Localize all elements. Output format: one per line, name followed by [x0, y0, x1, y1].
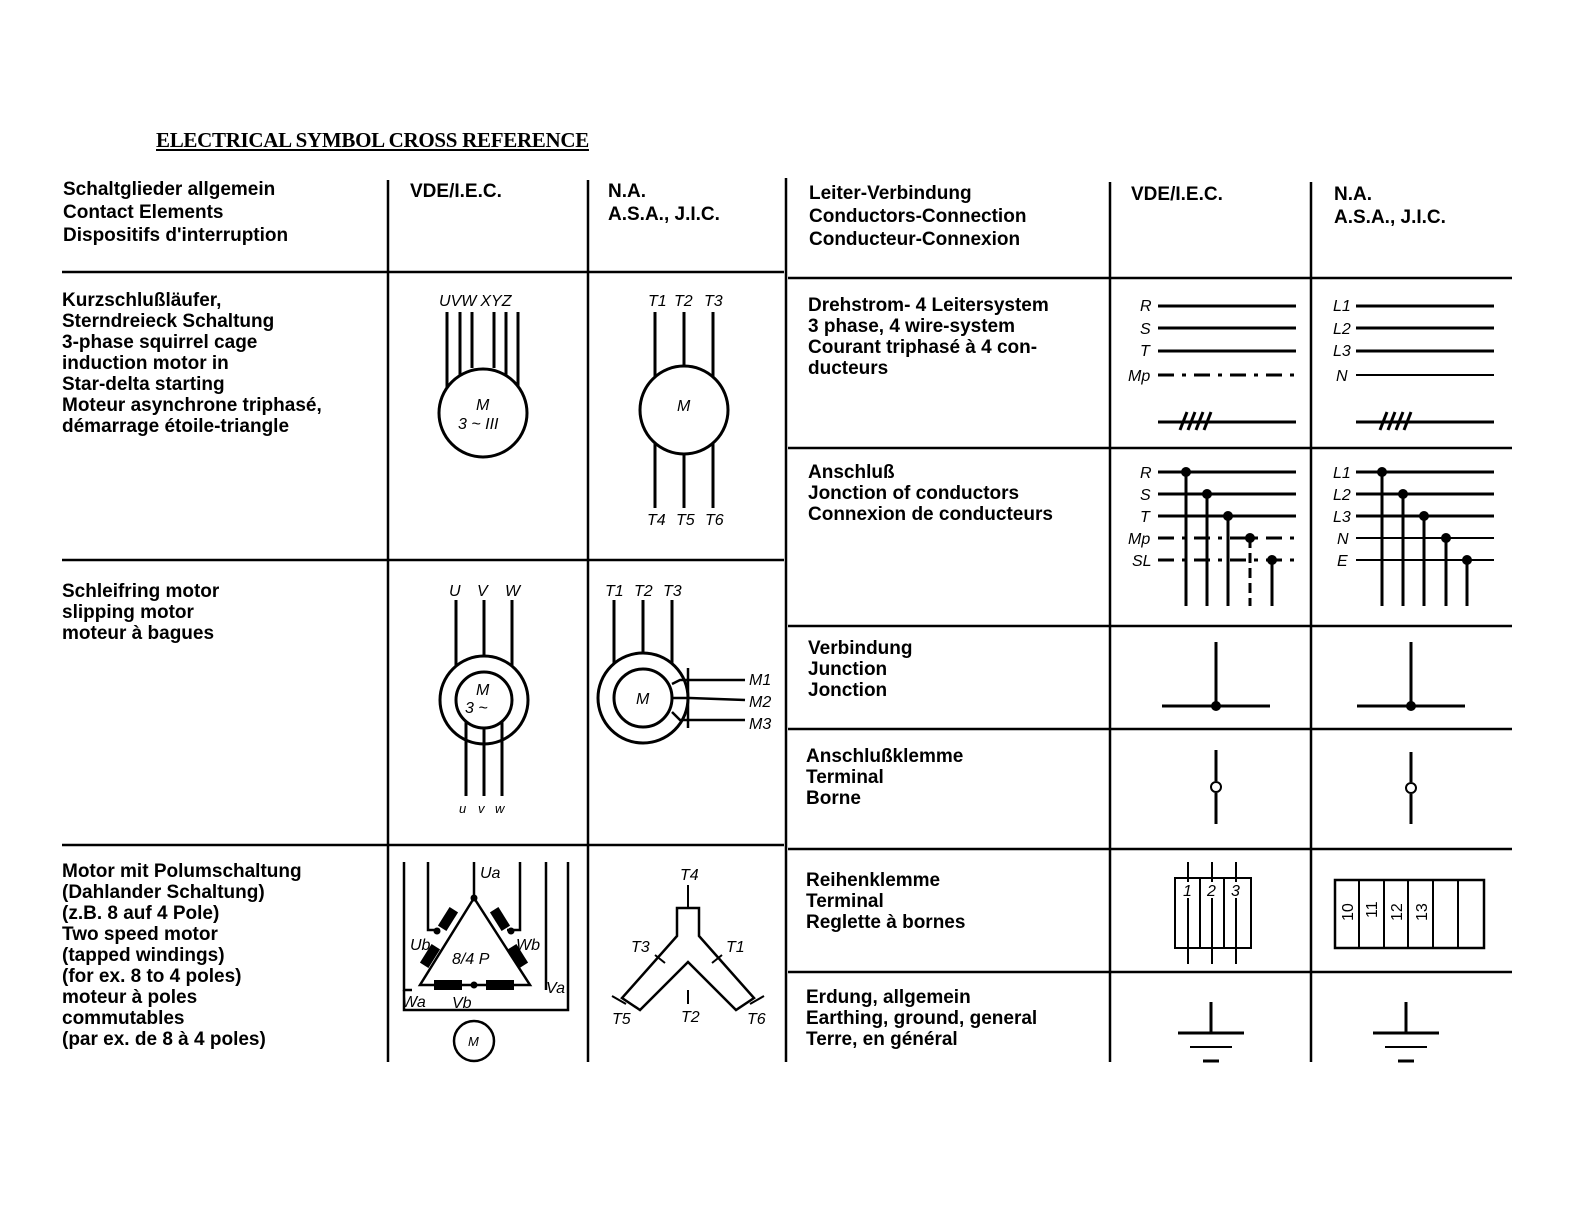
table-grid — [62, 178, 1512, 1062]
right-row2-text: Anschluß Jonction of conductors Connexion de conducteurs — [808, 462, 1053, 525]
na-slip-terminal-t3: T3 — [663, 583, 682, 600]
vde-slip-rotor-u: u — [459, 801, 467, 816]
vde-t-junction-symbol — [1162, 642, 1270, 711]
right-header-na: N.A. A.S.A., J.I.C. — [1334, 184, 1446, 228]
right-row1-text: Drehstrom- 4 Leitersystem 3 phase, 4 wire-system Courant triphasé à 4 con- ducteurs — [808, 295, 1049, 379]
na-slip-rotor-m1: M1 — [749, 672, 772, 689]
vde-strip-terminal-2: 2 — [1207, 883, 1216, 900]
na-junction-l1: L1 — [1333, 465, 1351, 482]
vde-terminal-w: W — [461, 293, 477, 310]
vde-terminal-x: X — [480, 293, 492, 310]
vde-dahlander-va: Va — [546, 980, 565, 997]
na-strip-terminal-10: 10 — [1340, 903, 1357, 921]
na-junction-l3: L3 — [1333, 509, 1351, 526]
na-junction-e: E — [1337, 553, 1348, 570]
na-tapped-t1: T1 — [726, 939, 745, 956]
na-terminal-symbol — [1406, 752, 1416, 824]
left-header-na: N.A. A.S.A., J.I.C. — [608, 181, 720, 225]
na-slip-terminal-t1: T1 — [605, 583, 624, 600]
left-row3-text: Motor mit Polumschaltung (Dahlander Schaltung) (z.B. 8 auf 4 Pole) Two speed motor (tapped windings) (for ex. 8 to 4 poles) moteur à poles commutables (par ex. de 8 à 4 poles) — [62, 861, 302, 1050]
vde-dahlander-wa: Wa — [402, 994, 426, 1011]
vde-four-wire-symbol — [1128, 298, 1296, 430]
vde-four-wire-t: T — [1140, 343, 1150, 360]
left-row2-text: Schleifring motor slipping motor moteur à bagues — [62, 581, 220, 644]
vde-dahlander-poles: 8/4 P — [452, 951, 490, 968]
vde-strip-terminal-1: 1 — [1183, 883, 1192, 900]
na-ground-symbol — [1373, 1002, 1439, 1061]
right-row4-text: Anschlußklemme Terminal Borne — [806, 746, 964, 809]
vde-four-wire-mp: Mp — [1128, 368, 1151, 385]
vde-ground-symbol — [1178, 1002, 1244, 1061]
vde-squirrel-cage-motor-symbol — [439, 293, 527, 457]
right-header-vde: VDE/I.E.C. — [1131, 184, 1223, 205]
vde-junction-sl: SL — [1132, 553, 1152, 570]
na-tapped-t6: T6 — [747, 1011, 766, 1028]
vde-motor-letter: M — [476, 397, 490, 414]
right-header-category: Leiter-Verbindung Conductors-Connection Conducteur-Connexion — [809, 183, 1027, 250]
na-t-junction-symbol — [1357, 642, 1465, 711]
na-tapped-t5: T5 — [612, 1011, 631, 1028]
vde-junction-r: R — [1140, 465, 1152, 482]
na-terminal-t5: T5 — [676, 512, 695, 529]
na-conductor-junction-symbol — [1333, 465, 1494, 606]
page-title: ELECTRICAL SYMBOL CROSS REFERENCE — [156, 128, 589, 152]
na-four-wire-symbol — [1333, 298, 1494, 430]
vde-slip-motor-phase: 3 ~ — [465, 700, 488, 717]
vde-dahlander-ub: Ub — [410, 937, 431, 954]
na-squirrel-cage-motor-symbol — [640, 293, 728, 529]
vde-slip-motor-letter: M — [476, 682, 490, 699]
vde-terminal-labels — [439, 293, 513, 310]
na-four-wire-l1: L1 — [1333, 298, 1351, 315]
vde-terminal-z: Z — [501, 293, 512, 310]
na-slip-terminal-t2: T2 — [634, 583, 653, 600]
vde-slip-terminal-v: V — [477, 583, 488, 600]
na-tapped-t2: T2 — [681, 1009, 700, 1026]
right-row5-text: Reihenklemme Terminal Reglette à bornes — [806, 870, 966, 933]
na-motor-letter: M — [677, 398, 691, 415]
vde-strip-terminal-3: 3 — [1231, 883, 1240, 900]
vde-terminal-y: Y — [491, 293, 502, 310]
left-row1-text: Kurzschlußläufer, Sterndreieck Schaltung 3-phase squirrel cage induction motor in Star-delta starting Moteur asynchrone triphasé, démarrage étoile-triangle — [62, 290, 322, 437]
na-terminal-t2: T2 — [674, 293, 693, 310]
na-strip-terminal-12: 12 — [1389, 903, 1406, 921]
vde-slip-ring-motor-symbol — [440, 583, 528, 816]
vde-slip-rotor-w: w — [495, 801, 505, 816]
na-four-wire-n: N — [1336, 368, 1348, 385]
vde-dahlander-motor: M — [468, 1034, 479, 1049]
na-terminal-t6: T6 — [705, 512, 724, 529]
na-terminal-t3: T3 — [704, 293, 723, 310]
vde-terminal-v: V — [450, 293, 462, 310]
vde-terminal-u: U — [439, 293, 451, 310]
vde-slip-terminal-u: U — [449, 583, 461, 600]
na-terminal-t4: T4 — [647, 512, 666, 529]
na-terminal-t1: T1 — [648, 293, 667, 310]
na-terminal-strip-symbol — [1335, 880, 1484, 948]
vde-four-wire-r: R — [1140, 298, 1152, 315]
vde-dahlander-symbol — [402, 862, 568, 1061]
vde-dahlander-vb: Vb — [452, 995, 472, 1012]
left-header-category: Schaltglieder allgemein Contact Elements Dispositifs d'interruption — [63, 179, 289, 246]
na-junction-n: N — [1337, 531, 1349, 548]
na-strip-terminal-11: 11 — [1364, 901, 1381, 918]
na-junction-l2: L2 — [1333, 487, 1351, 504]
na-four-wire-l3: L3 — [1333, 343, 1351, 360]
na-four-wire-l2: L2 — [1333, 321, 1351, 338]
right-row6-text: Erdung, allgemein Earthing, ground, general Terre, en général — [806, 987, 1038, 1050]
na-slip-ring-motor-symbol — [598, 583, 771, 743]
vde-slip-rotor-v: v — [478, 801, 485, 816]
vde-junction-s: S — [1140, 487, 1151, 504]
vde-terminal-symbol — [1211, 750, 1221, 824]
vde-motor-phase: 3 ~ III — [458, 416, 499, 433]
right-row3-text: Verbindung Junction Jonction — [808, 638, 913, 701]
na-slip-rotor-m3: M3 — [749, 716, 772, 733]
vde-dahlander-wb: Wb — [516, 937, 540, 954]
vde-junction-mp: Mp — [1128, 531, 1151, 548]
vde-four-wire-s: S — [1140, 321, 1151, 338]
na-tapped-t4: T4 — [680, 867, 699, 884]
left-header-vde: VDE/I.E.C. — [410, 181, 502, 202]
na-tapped-winding-symbol — [612, 867, 766, 1028]
na-slip-rotor-m2: M2 — [749, 694, 772, 711]
vde-conductor-junction-symbol — [1128, 465, 1296, 606]
vde-terminal-strip-symbol — [1175, 862, 1251, 964]
vde-dahlander-ua: Ua — [480, 865, 501, 882]
na-slip-motor-letter: M — [636, 691, 650, 708]
na-strip-terminal-13: 13 — [1414, 903, 1431, 921]
vde-slip-terminal-w: W — [505, 583, 521, 600]
na-tapped-t3: T3 — [631, 939, 650, 956]
vde-junction-t: T — [1140, 509, 1150, 526]
